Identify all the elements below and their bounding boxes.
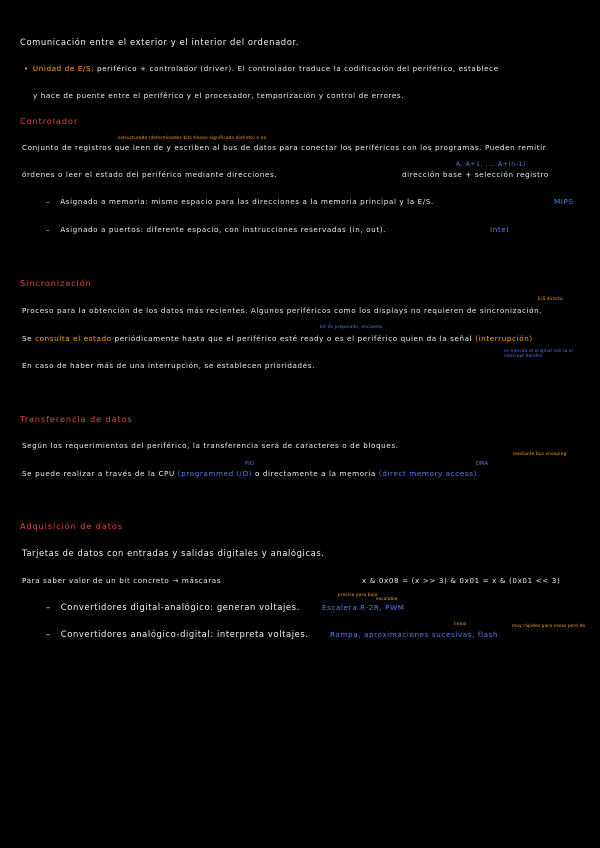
note-bit-preparado: bit de preparado, encuesta [320,324,382,329]
note-pio: PIO [245,461,255,467]
page-title: Comunicación entre el exterior y el interior del ordenador. [20,37,299,47]
bullet-dot-icon: • [24,64,29,73]
dash-icon: – [46,197,51,206]
note-dma: DMA [476,461,489,467]
sincronizacion-line-2: Se consulta el estado periódicamente hasta que el periférico esté ready o es el periférico quien da la señal (interrupción) [22,334,533,343]
list-item-puertos: – Asignado a puertos: diferente espacio, con instrucciones reservadas (in, out). [46,225,387,234]
tag-intel: Intel [490,225,509,234]
heading-controlador: Controlador [20,116,79,126]
sincronizacion-line-3: En caso de haber más de una interrupción, se establecen prioridades. [22,361,315,370]
programmed-io: (programmed I/O) [177,469,253,478]
consulta-estado: consulta el estado [35,334,112,343]
note-direcciones: A, A+1, ..., A+(n-1) [456,161,526,168]
tag-mips: MIPS [554,197,574,206]
controlador-line-2a: órdenes o leer el estado del periférico mediante direcciones. [22,170,278,179]
bullet-unidad-es [24,65,499,72]
transferencia-line-1: Según los requerimientos del periférico, la transferencia será de caracteres o de bloques. [22,441,399,450]
note-escalable: escalable [376,596,398,601]
tag-adc-methods: Rampa, aproximaciones sucesivas, flash [330,630,499,639]
note-muy-rapidos: muy rápidos para cosas pero de [512,623,586,628]
sincronizacion-line-1: Proceso para la obtención de los datos más recientes. Algunos periféricos como los displays no requieren de sincronización. [22,306,543,315]
heading-adquisicion: Adquisición de datos [20,521,123,531]
bullet-line-2: y hace de puente entre el periférico y el procesador, temporización y control de errores. [33,91,405,100]
dash-icon: – [46,602,51,612]
interrupcion: (interrupción) [475,334,533,343]
note-lineal: lineal [454,621,467,626]
dash-icon: – [46,225,51,234]
term-unidad-es: Unidad de E/S: [32,64,95,73]
list-item-dac: – Convertidores digital-analógico: generan voltajes. [46,602,300,612]
adquisicion-line-1: Tarjetas de datos con entradas y salidas digitales y analógicas. [22,548,325,558]
mask-formula: x & 0x08 = (x >> 3) & 0x01 = x & (0x01 << 3) [362,576,561,585]
list-item-adc: – Convertidores analógico-digital: interpreta voltajes. [46,629,309,639]
note-bus-snooping: mediante bus snooping [513,451,567,456]
heading-sincronizacion: Sincronización [20,278,92,288]
tag-dac-methods: Escalera R-2R, PWM [322,603,405,612]
controlador-line-2b: dirección base + selección registro [402,170,549,179]
dash-icon: – [46,629,51,639]
note-estructurado: estructurado (determinados bits tienen significado distinto) o no [118,135,267,140]
note-precisa: precisa para bajo [338,592,378,597]
list-item-memoria: – Asignado a memoria: mismo espacio para las direcciones a la memoria principal y la E/S. [46,197,434,206]
note-interrupt-handler: se ejecuta el original con la el interrupt handler [504,348,574,359]
adquisicion-line-2: Para saber valor de un bit concreto → máscaras [22,576,222,585]
bullet-line-1: periférico + controlador (driver). El controlador traduce la codificación del periférico, establece [96,64,499,73]
heading-transferencia: Transferencia de datos [20,414,133,424]
note-es-directa: E/S directa [538,296,563,301]
controlador-line-1: Conjunto de registros que leen de y escriben al bus de datos para conectar los periféricos con los programas. Pueden remitir [22,143,547,152]
direct-memory-access: (direct memory access). [378,469,480,478]
transferencia-line-2: Se puede realizar a través de la CPU (programmed I/O) o directamente a la memoria (direct memory access). [22,469,480,478]
